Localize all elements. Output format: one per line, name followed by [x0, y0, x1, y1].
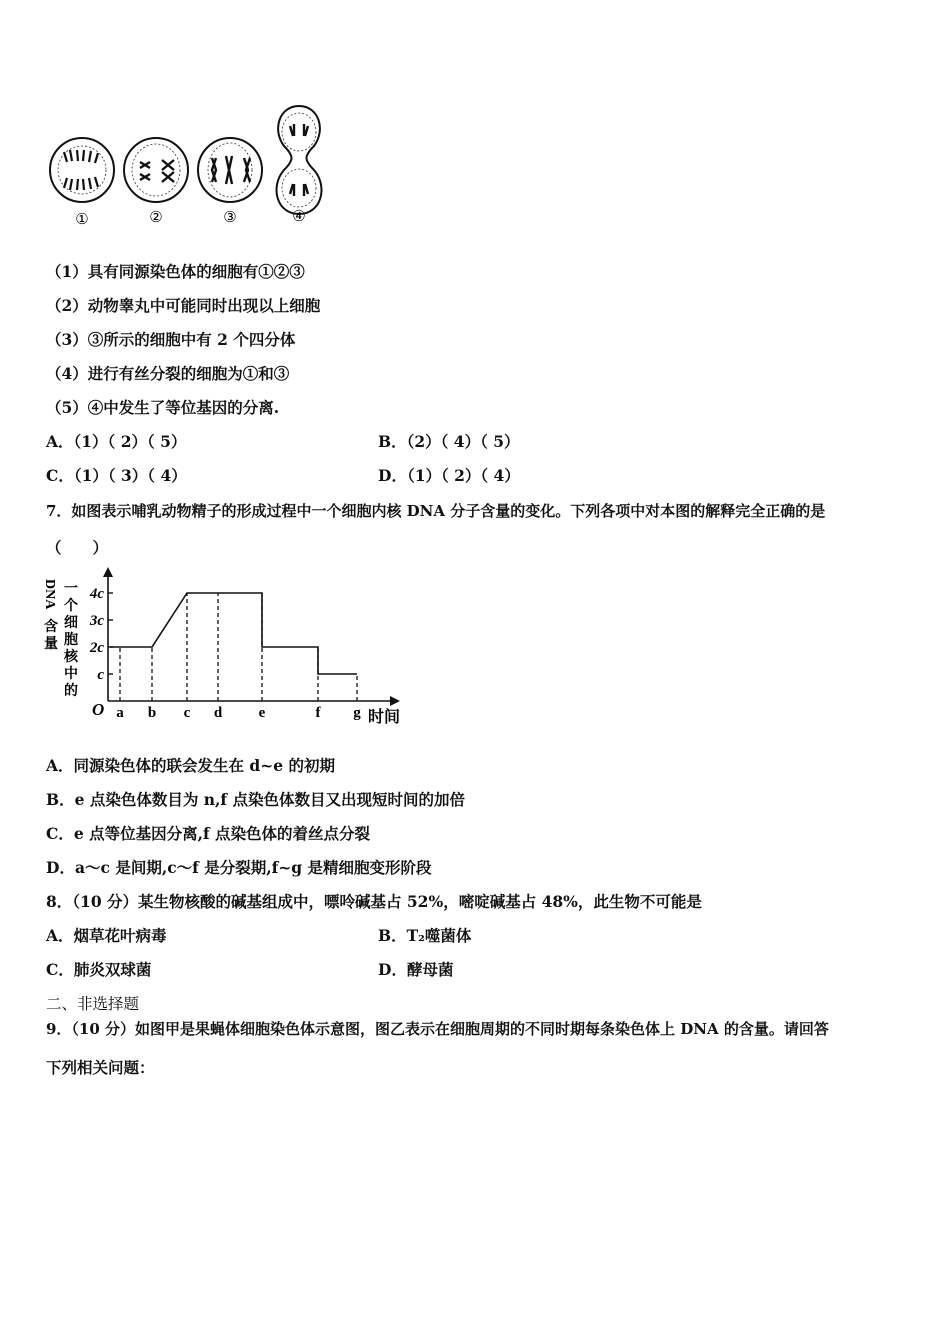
cell-diagram-1	[50, 138, 114, 202]
origin-label: O	[92, 700, 105, 719]
statement-5: （5）④中发生了等位基因的分离.	[46, 398, 280, 417]
dna-content-chart	[42, 565, 412, 730]
section-title: 二、非选择题	[46, 995, 140, 1013]
q8-stem: 8．（10 分）某生物核酸的碱基组成中，嘌呤碱基占 52%，嘧啶碱基占 48%，此生物不可能是	[46, 892, 702, 911]
statement-3: （3）③所示的细胞中有 2 个四分体	[46, 330, 296, 349]
ylabel-char: 中	[64, 667, 78, 682]
y-tick-label: 4c	[89, 586, 104, 602]
x-axis-title: 时间	[368, 709, 401, 726]
cell-label-4: ④	[292, 209, 306, 225]
cell-diagram-2	[124, 138, 188, 202]
ylabel-char: 细	[64, 616, 78, 631]
ylabel-dna: DNA	[42, 579, 57, 610]
cell-division-figure	[44, 100, 344, 230]
q8-option-d: D．酵母菌	[378, 960, 454, 979]
statement-2: （2）动物睾丸中可能同时出现以上细胞	[46, 296, 321, 315]
q8-option-b: B．T₂噬菌体	[378, 926, 472, 945]
x-tick-label: e	[258, 705, 266, 721]
cell-label-3: ③	[223, 210, 237, 226]
ylabel-char: 胞	[64, 633, 78, 648]
q6-option-b: B．（2）（ 4）（ 5）	[378, 432, 520, 451]
ylabel-char: 一	[64, 582, 78, 597]
q7-option-c: C．e 点等位基因分离,f 点染色体的着丝点分裂	[46, 824, 371, 843]
q7-option-b: B．e 点染色体数目为 n,f 点染色体数目又出现短时间的加倍	[46, 790, 465, 809]
q6-option-a: A．（1）（ 2）（ 5）	[46, 432, 187, 451]
y-tick-label: c	[97, 667, 104, 683]
y-axis-arrow	[103, 567, 113, 577]
cell-diagram-4	[277, 106, 322, 214]
y-tick-label: 3c	[89, 613, 104, 629]
cell-label-1: ①	[75, 212, 89, 228]
q6-option-c: C．（1）（ 3）（ 4）	[46, 466, 187, 485]
q8-option-a: A．烟草花叶病毒	[46, 926, 167, 945]
x-tick-label: f	[315, 705, 321, 721]
q7-stem: 7．如图表示哺乳动物精子的形成过程中一个细胞内核 DNA 分子含量的变化。下列各项中对本图的解释完全正确的是	[46, 502, 826, 520]
q7-paren: （ ）	[46, 538, 109, 557]
q7-option-a: A．同源染色体的联会发生在 d~e 的初期	[46, 756, 336, 775]
q9-line-2: 下列相关问题：	[46, 1058, 155, 1077]
x-tick-label: c	[183, 705, 191, 721]
x-tick-label: g	[353, 705, 361, 721]
ylabel-char: 个	[64, 599, 78, 614]
x-axis-arrow	[390, 696, 400, 706]
dna-series-line	[110, 593, 357, 674]
q6-option-d: D．（1）（ 2）（ 4）	[378, 466, 520, 485]
ylabel-char: 的	[64, 684, 78, 699]
statement-1: （1）具有同源染色体的细胞有①②③	[46, 262, 305, 281]
ylabel-char: 量	[44, 637, 58, 652]
q8-option-c: C．肺炎双球菌	[46, 960, 152, 979]
statement-4: （4）进行有丝分裂的细胞为①和③	[46, 364, 290, 383]
cell-label-2: ②	[149, 210, 163, 226]
x-tick-label: a	[116, 705, 124, 721]
q7-option-d: D．a～c 是间期,c～f 是分裂期,f~g 是精细胞变形阶段	[46, 858, 432, 877]
x-tick-label: b	[147, 705, 157, 721]
q9-line-1: 9．（10 分）如图甲是果蝇体细胞染色体示意图，图乙表示在细胞周期的不同时期每条染色体上 DNA 的含量。请回答	[46, 1020, 829, 1038]
x-tick-label: d	[213, 705, 223, 721]
y-tick-label: 2c	[89, 640, 104, 656]
ylabel-char: 核	[64, 650, 78, 665]
chart-ylabel	[42, 579, 79, 699]
cell-diagram-3	[198, 138, 262, 202]
ylabel-char: 含	[44, 620, 58, 635]
